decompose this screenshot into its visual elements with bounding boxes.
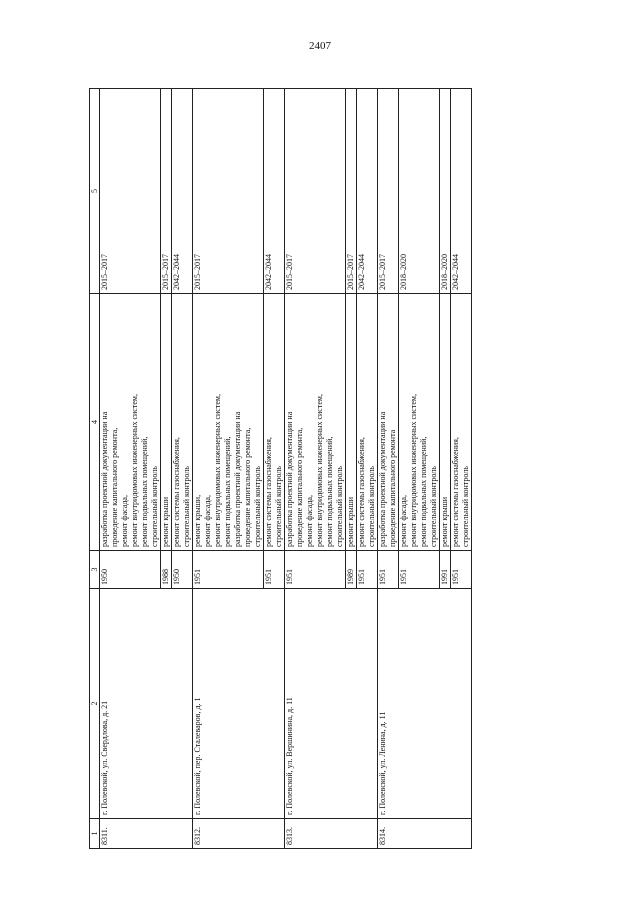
repair-period: 2015–2017 [285,89,346,294]
entry-number: 8312. [193,819,285,849]
build-year: 1950 [100,551,161,589]
work-item: проведение капитального ремонта, [243,427,252,547]
work-item: строительный контроль [429,466,438,547]
work-item: ремонт подвальных помещений, [140,436,149,547]
page-number: 2407 [309,40,331,52]
work-item: ремонт системы газоснабжения, [172,437,181,547]
repair-period: 2015–2017 [193,89,264,294]
entry-address: г. Полевской, ул. Вершинина, д. 11 [285,589,378,819]
header-col-2: 2 [90,589,100,819]
build-year: 1951 [451,551,472,589]
work-item: проведение капитального ремонта [388,429,397,547]
repair-period: 2018–2020 [399,89,440,294]
entry-address: г. Полевской, ул. Ленина, д. 11 [378,589,472,819]
entry-address: г. Полевской, ул. Свердлова, д. 21 [100,589,193,819]
work-item: ремонт системы газоснабжения, [264,437,273,547]
work-item: ремонт подвальных помещений, [419,436,428,547]
work-list [285,294,346,551]
work-item: ремонт подвальных помещений, [325,436,334,547]
work-item: проведение капитального ремонта, [295,427,304,547]
work-item: ремонт фасада, [305,495,314,547]
header-col-3: 3 [90,551,100,589]
work-item: ремонт внутридомовых инженерных систем, [130,394,139,547]
entry-number: 8311. [100,819,193,849]
work-list [378,294,399,551]
work-list [161,294,172,551]
work-item: строительный контроль [150,466,159,547]
work-list [357,294,378,551]
work-item: ремонт крыши [346,496,355,547]
work-list [193,294,264,551]
repair-period: 2018–2020 [440,89,451,294]
work-item: разработка проектной документации на [233,411,242,547]
table-body [100,89,472,849]
work-item: ремонт фасада, [203,495,212,547]
repair-period: 2015–2017 [378,89,399,294]
work-list [172,294,193,551]
entry-number: 8313. [285,819,378,849]
work-item: ремонт внутридомовых инженерных систем, [409,394,418,547]
work-item: ремонт внутридомовых инженерных систем, [315,394,324,547]
header-col-1: 1 [90,819,100,849]
build-year: 1991 [440,551,451,589]
build-year: 1951 [264,551,285,589]
entry-address: г. Полевской, пер. Сталеваров, д. 1 [193,589,285,819]
work-item: строительный контроль [274,466,283,547]
repair-period: 2042–2044 [451,89,472,294]
work-item: ремонт системы газоснабжения, [451,437,460,547]
rotated-table-container [89,89,551,849]
work-item: ремонт фасада, [120,495,129,547]
work-list [451,294,472,551]
build-year: 1988 [161,551,172,589]
work-item: ремонт крыши [161,496,170,547]
work-list [346,294,357,551]
work-item: разработка проектной документации на [378,411,387,547]
build-year: 1951 [357,551,378,589]
build-year: 1951 [399,551,440,589]
work-item: строительный контроль [461,466,470,547]
work-item: ремонт подвальных помещений, [223,436,232,547]
repair-period: 2015–2017 [346,89,357,294]
table-row [285,89,346,849]
work-item: строительный контроль [335,466,344,547]
work-list [399,294,440,551]
work-list [100,294,161,551]
table-row [100,89,161,849]
repair-period: 2042–2044 [172,89,193,294]
table-header-row [90,89,100,849]
work-item: строительный контроль [367,466,376,547]
work-item: разработка проектной документации на [285,411,294,547]
repair-period: 2015–2017 [161,89,172,294]
work-item: строительный контроль [182,466,191,547]
repair-period: 2042–2044 [264,89,285,294]
work-list [440,294,451,551]
work-item: ремонт крыши [440,496,449,547]
build-year: 1951 [285,551,346,589]
work-item: ремонт внутридомовых инженерных систем, [213,394,222,547]
entry-number: 8314. [378,819,472,849]
header-col-4: 4 [90,294,100,551]
table-row [378,89,399,849]
build-year: 1951 [193,551,264,589]
header-col-5: 5 [90,89,100,294]
repair-period: 2042–2044 [357,89,378,294]
work-item: проведение капитального ремонта, [110,427,119,547]
work-item: разработка проектной документации на [100,411,109,547]
table-row [193,89,264,849]
build-year: 1951 [378,551,399,589]
work-list [264,294,285,551]
repair-schedule-table [89,88,472,849]
work-item: строительный контроль [253,466,262,547]
work-item: ремонт фасада, [399,495,408,547]
work-item: ремонт крыши, [193,494,202,547]
work-item: ремонт системы газоснабжения, [357,437,366,547]
repair-period: 2015–2017 [100,89,161,294]
build-year: 1950 [172,551,193,589]
build-year: 1989 [346,551,357,589]
